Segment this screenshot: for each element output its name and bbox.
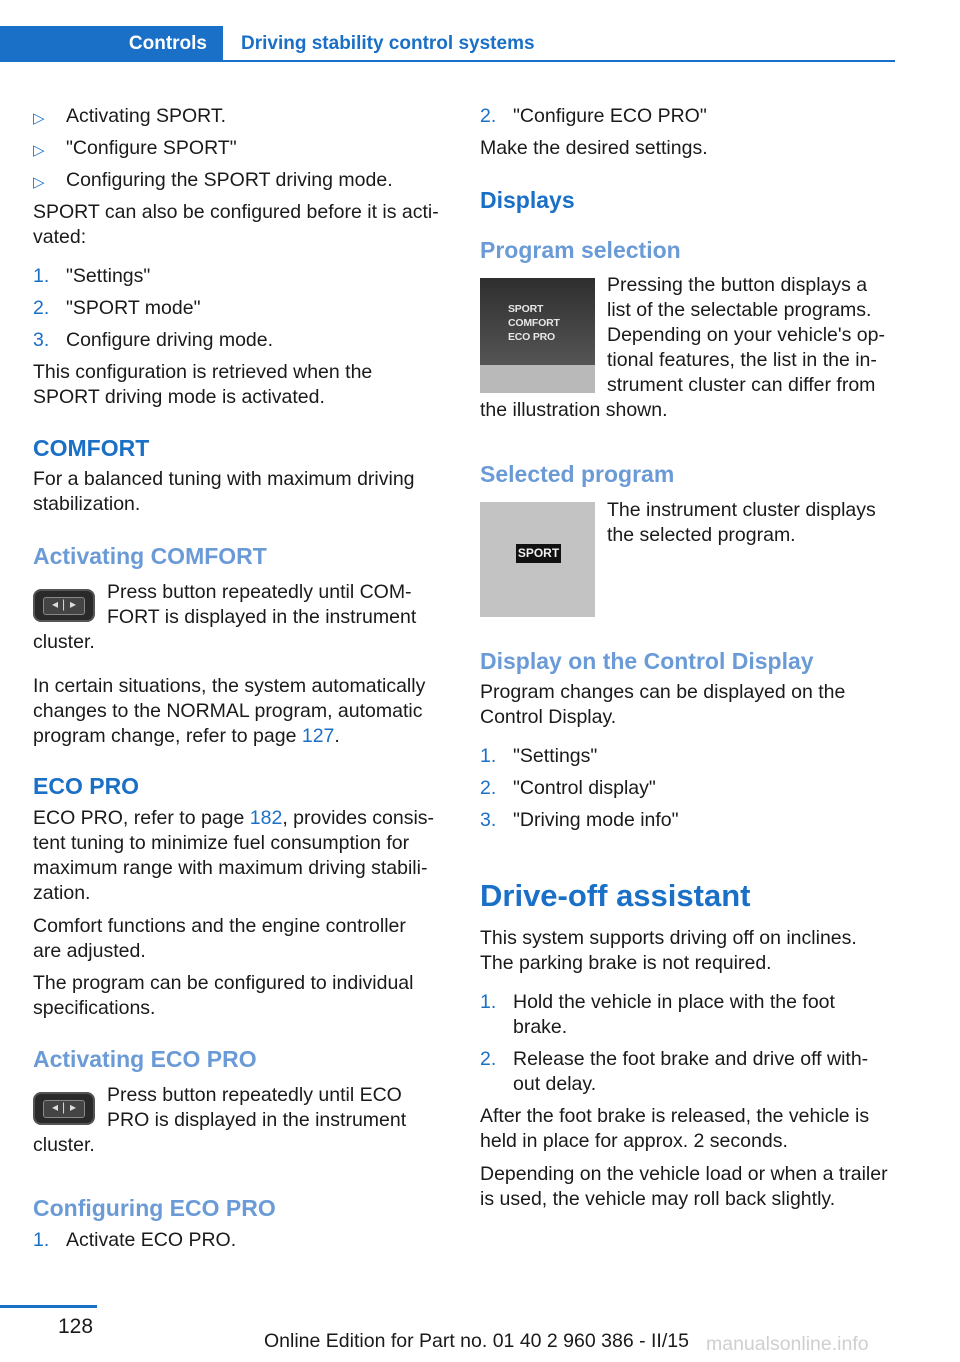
paragraph: Program changes can be displayed on the Control Display.	[480, 681, 846, 728]
paragraph: In certain situations, the system automatically changes to the NORMAL program, automatic program change, refer to page 127.	[33, 675, 426, 747]
paragraph: Depending on the vehicle load or when a trailer is used, the vehicle may roll back slightly.	[480, 1163, 888, 1210]
edition-text: Online Edition for Part no. 01 40 2 960 386 - II/15	[264, 1330, 689, 1352]
subsection-heading: Activating COMFORT	[33, 543, 267, 569]
driving-mode-button-icon: ◂ | ▸	[33, 1092, 95, 1125]
subsection-heading: Configuring ECO PRO	[33, 1195, 276, 1221]
header-rule	[223, 60, 895, 62]
paragraph: After the foot brake is released, the vehicle is held in place for approx. 2 seconds.	[480, 1105, 870, 1152]
page-link-127[interactable]: 127	[301, 725, 335, 747]
paragraph: The program can be configured to individual specifications.	[33, 972, 414, 1019]
paragraph: the illustration shown.	[480, 399, 668, 421]
paragraph: cluster.	[33, 1134, 95, 1156]
paragraph: Comfort functions and the engine controller are adjusted.	[33, 915, 406, 962]
program-list-display-image: SPORT COMFORT ECO PRO	[480, 278, 595, 393]
subsection-heading: Program selection	[480, 237, 681, 263]
chapter-heading: Drive-off assistant	[480, 878, 751, 913]
paragraph: SPORT can also be configured before it is acti‐ vated:	[33, 201, 439, 248]
selected-program-display-image: SPORT	[480, 502, 595, 617]
paragraph: For a balanced tuning with maximum driving stabilization.	[33, 468, 415, 515]
triangle-bullet-icon: ▷	[33, 142, 45, 159]
paragraph: Pressing the button displays a list of the selectable programs. Depending on your vehicle's op‐ tional features, the list in the in‐ strument cluster can differ from	[607, 274, 885, 396]
paragraph: cluster.	[33, 631, 95, 653]
triangle-bullet-icon: ▷	[33, 110, 45, 127]
paragraph: This configuration is retrieved when the SPORT driving mode is activated.	[33, 361, 373, 408]
paragraph: The instrument cluster displays the selected program.	[607, 499, 876, 546]
driving-mode-button-icon: ◂ | ▸	[33, 589, 95, 622]
section-tab	[0, 26, 223, 62]
paragraph: ECO PRO, refer to page 182, provides consis‐ tent tuning to minimize fuel consumption for maximum range with maximum driving stabili‐ zation.	[33, 807, 435, 904]
page-link-182[interactable]: 182	[249, 807, 283, 829]
section-heading: COMFORT	[33, 435, 150, 461]
page-header	[0, 26, 895, 62]
footer-rule	[0, 1305, 97, 1308]
paragraph: This system supports driving off on inclines. The parking brake is not required.	[480, 927, 857, 974]
section-heading: ECO PRO	[33, 773, 140, 799]
paragraph: Press button repeatedly until ECO PRO is displayed in the instrument	[107, 1084, 407, 1131]
section-heading: Displays	[480, 187, 575, 213]
watermark: manualsonline.info	[706, 1333, 869, 1355]
section-title: Controls	[128, 33, 207, 54]
subsection-title: Driving stability control systems	[241, 33, 535, 54]
paragraph: Press button repeatedly until COM‐ FORT is displayed in the instrument	[107, 581, 417, 628]
page-number: 128	[58, 1315, 94, 1338]
paragraph: Make the desired settings.	[480, 137, 708, 159]
subsection-heading: Activating ECO PRO	[33, 1046, 257, 1072]
subsection-heading: Display on the Control Display	[480, 648, 814, 674]
subsection-heading: Selected program	[480, 461, 675, 487]
triangle-bullet-icon: ▷	[33, 174, 45, 191]
